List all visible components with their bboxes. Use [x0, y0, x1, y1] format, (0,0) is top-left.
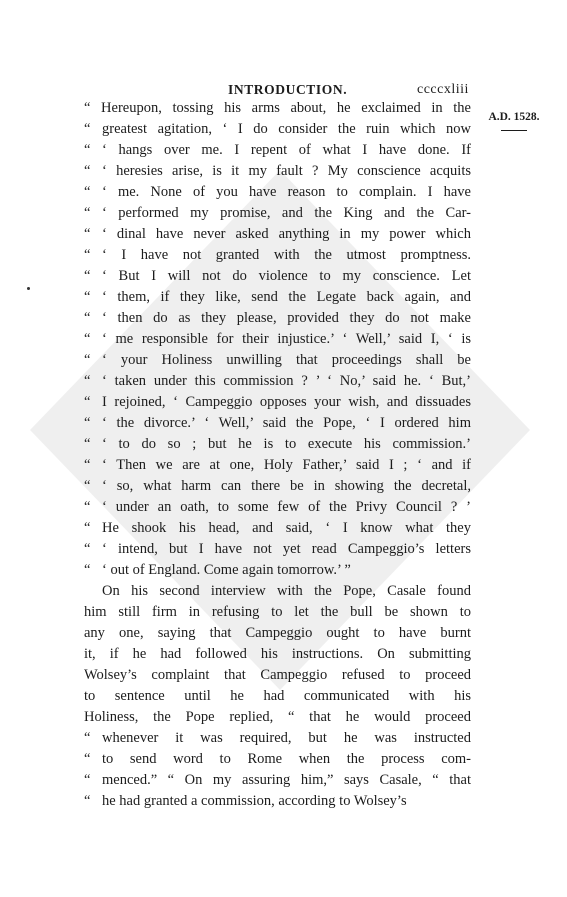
text-line — [84, 392, 471, 413]
quote-mark: “ — [84, 730, 91, 746]
quote-mark: “ — [84, 415, 91, 431]
quote-mark: “ — [84, 520, 91, 536]
text-line — [84, 686, 471, 707]
quote-mark: “ — [84, 562, 91, 578]
text-line — [84, 371, 471, 392]
margin-note — [478, 111, 550, 131]
quote-mark: “ — [84, 142, 91, 158]
quote-mark: “ — [84, 121, 91, 137]
line-text: ‘ so, what harm can there be in showing the decretal, — [102, 478, 471, 494]
quote-mark: “ — [84, 289, 91, 305]
text-line — [84, 245, 471, 266]
text-line — [84, 791, 471, 812]
line-text: “ Hereupon, tossing his arms about, he exclaimed in the — [84, 100, 471, 116]
text-line — [84, 728, 471, 749]
line-text: ‘ out of England. Come again tomorrow.’ ” — [102, 562, 351, 578]
text-line — [84, 287, 471, 308]
quote-mark: “ — [84, 541, 91, 557]
text-line — [84, 98, 471, 119]
text-line — [84, 560, 471, 581]
text-line — [84, 497, 471, 518]
quote-mark: “ — [84, 499, 91, 515]
margin-dot — [27, 287, 30, 290]
line-text: ‘ the divorce.’ ‘ Well,’ said the Pope, ‘ I ordered him — [102, 415, 471, 431]
page-number: ccccxliii — [417, 82, 469, 97]
quote-mark: “ — [84, 184, 91, 200]
body-text — [84, 98, 471, 812]
quote-mark: “ — [84, 352, 91, 368]
line-text: him still firm in refusing to let the bull be shown to — [84, 604, 471, 620]
line-text: whenever it was required, but he was instructed — [102, 730, 471, 746]
text-line — [84, 140, 471, 161]
text-line — [84, 266, 471, 287]
quote-mark: “ — [84, 478, 91, 494]
line-text: he had granted a commission, according to Wolsey’s — [102, 793, 407, 809]
line-text: ‘ under an oath, to some few of the Privy Council ? ’ — [102, 499, 471, 515]
line-text: ‘ them, if they like, send the Legate back again, and — [102, 289, 471, 305]
line-text: ‘ heresies arise, is it my fault ? My conscience acquits — [102, 163, 471, 179]
line-text: Wolsey’s complaint that Campeggio refused to proceed — [84, 667, 471, 683]
quote-mark: “ — [84, 436, 91, 452]
text-line — [84, 434, 471, 455]
text-line — [84, 770, 471, 791]
line-text: He shook his head, and said, ‘ I know what they — [102, 520, 471, 536]
line-text: On his second interview with the Pope, Casale found — [102, 583, 471, 599]
line-text: ‘ me responsible for their injustice.’ ‘ Well,’ said I, ‘ is — [102, 331, 471, 347]
quote-mark: “ — [84, 394, 91, 410]
text-line — [84, 413, 471, 434]
quote-mark: “ — [84, 457, 91, 473]
line-text: any one, saying that Campeggio ought to have burnt — [84, 625, 471, 641]
line-text: it, if he had followed his instructions. On submitting — [84, 646, 471, 662]
line-text: ‘ dinal have never asked anything in my power which — [102, 226, 471, 242]
quote-mark: “ — [84, 751, 91, 767]
text-line — [84, 476, 471, 497]
text-line — [84, 644, 471, 665]
text-line — [84, 308, 471, 329]
text-line — [84, 203, 471, 224]
text-line — [84, 602, 471, 623]
text-line — [84, 623, 471, 644]
text-line — [84, 224, 471, 245]
line-text: ‘ to do so ; but he is to execute his commission.’ — [102, 436, 471, 452]
line-text: ‘ me. None of you have reason to complain. I have — [102, 184, 471, 200]
text-line — [84, 665, 471, 686]
quote-mark: “ — [84, 205, 91, 221]
quote-mark: “ — [84, 310, 91, 326]
text-line — [84, 455, 471, 476]
text-line — [84, 161, 471, 182]
text-line — [84, 182, 471, 203]
line-text: I rejoined, ‘ Campeggio opposes your wish, and dissuades — [102, 394, 471, 410]
quote-mark: “ — [84, 163, 91, 179]
quote-mark: “ — [84, 247, 91, 263]
line-text: ‘ your Holiness unwilling that proceedings shall be — [102, 352, 471, 368]
quote-mark: “ — [84, 226, 91, 242]
quote-mark: “ — [84, 793, 91, 809]
line-text: ‘ hangs over me. I repent of what I have done. If — [102, 142, 471, 158]
text-line — [84, 329, 471, 350]
line-text: Holiness, the Pope replied, “ that he would proceed — [84, 709, 471, 725]
line-text: ‘ Then we are at one, Holy Father,’ said I ; ‘ and if — [102, 457, 471, 473]
quote-mark: “ — [84, 268, 91, 284]
text-line — [84, 749, 471, 770]
line-text: menced.” “ On my assuring him,” says Casale, “ that — [102, 772, 471, 788]
text-line — [84, 581, 471, 602]
line-text: ‘ then do as they please, provided they do not make — [102, 310, 471, 326]
line-text: greatest agitation, ‘ I do consider the ruin which now — [102, 121, 471, 137]
quote-mark: “ — [84, 331, 91, 347]
text-line — [84, 119, 471, 140]
running-title: INTRODUCTION. — [228, 82, 348, 97]
margin-rule — [501, 130, 527, 131]
text-line — [84, 707, 471, 728]
line-text: ‘ taken under this commission ? ’ ‘ No,’ said he. ‘ But,’ — [102, 373, 471, 389]
quote-mark: “ — [84, 373, 91, 389]
line-text: ‘ But I will not do violence to my conscience. Let — [102, 268, 471, 284]
text-line — [84, 539, 471, 560]
line-text: ‘ performed my promise, and the King and the Car- — [102, 205, 471, 221]
text-line — [84, 518, 471, 539]
text-line — [84, 350, 471, 371]
margin-date: A.D. 1528. — [488, 111, 540, 123]
line-text: ‘ I have not granted with the utmost promptness. — [102, 247, 471, 263]
quote-mark: “ — [84, 772, 91, 788]
line-text: ‘ intend, but I have not yet read Campeggio’s letters — [102, 541, 471, 557]
line-text: to sentence until he had communicated with his — [84, 688, 471, 704]
line-text: to send word to Rome when the process com- — [102, 751, 471, 767]
